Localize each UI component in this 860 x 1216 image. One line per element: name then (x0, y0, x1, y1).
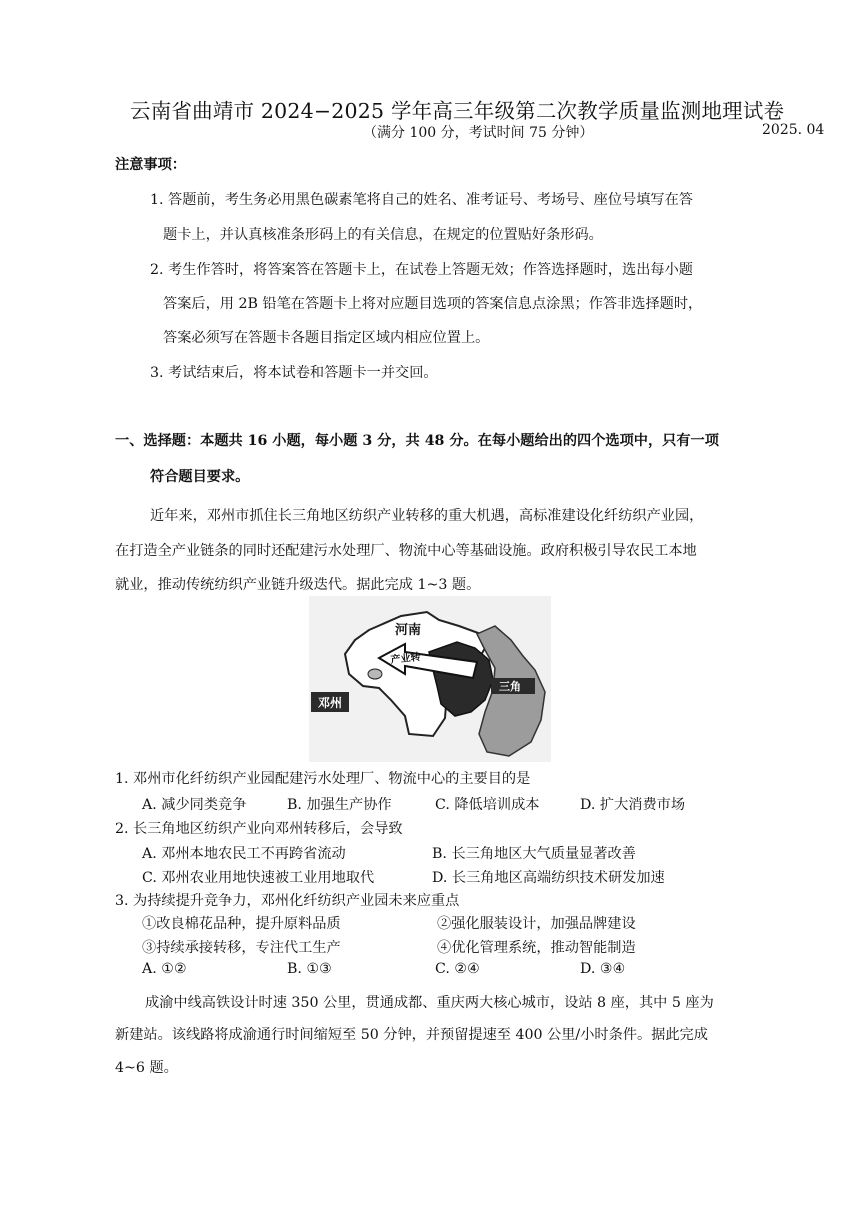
passage-line: 4~6 题。 (115, 1060, 178, 1076)
passage-line: 就业，推动传统纺织产业链升级迭代。据此完成 1~3 题。 (115, 577, 481, 593)
section-heading: 一、选择题：本题共 16 小题，每小题 3 分，共 48 分。在每小题给出的四个选项中，只有一项 (115, 433, 719, 449)
option-a: A. 减少同类竞争 (142, 797, 247, 813)
statement: ④优化管理系统，推动智能制造 (437, 940, 636, 956)
option-d: D. ③④ (580, 961, 626, 977)
option-d: D. 长三角地区高端纺织技术研发加速 (432, 870, 665, 886)
notice-item: 题卡上，并认真核准条形码上的有关信息，在规定的位置贴好条形码。 (163, 227, 603, 243)
passage-line: 在打造全产业链条的同时还配建污水处理厂、物流中心等基础设施。政府积极引导农民工本地 (115, 543, 697, 559)
exam-date: 2025. 04 (762, 122, 825, 138)
industry-transfer-map (309, 596, 551, 762)
label-industry-transfer: 产业转 (390, 651, 422, 666)
question-stem: 3. 为持续提升竞争力，邓州化纤纺织产业园未来应重点 (115, 893, 460, 909)
section-heading-cont: 符合题目要求。 (150, 469, 250, 485)
option-c: C. 降低培训成本 (435, 797, 540, 813)
notice-item: 3. 考试结束后，将本试卷和答题卡一并交回。 (150, 365, 438, 381)
option-a: A. ①② (142, 961, 187, 977)
question-stem: 1. 邓州市化纤纺织产业园配建污水处理厂、物流中心的主要目的是 (115, 771, 531, 787)
passage-line: 成渝中线高铁设计时速 350 公里，贯通成都、重庆两大核心城市，设站 8 座，其中 5 座为 (145, 995, 714, 1011)
notice-item: 1. 答题前，考生务必用黑色碳素笔将自己的姓名、准考证号、考场号、座位号填写在答 (150, 192, 693, 208)
notice-item: 答案必须写在答题卡各题目指定区域内相应位置上。 (163, 330, 490, 346)
option-b: B. 加强生产协作 (287, 797, 392, 813)
option-a: A. 邓州本地农民工不再跨省流动 (142, 846, 346, 862)
notice-heading: 注意事项： (115, 157, 186, 173)
option-c: C. 邓州农业用地快速被工业用地取代 (142, 870, 375, 886)
notice-item: 答案后，用 2B 铅笔在答题卡上将对应题目选项的答案信息点涂黑；作答非选择题时， (163, 296, 703, 312)
option-b: B. ①③ (287, 961, 332, 977)
notice-item: 2. 考生作答时，将答案答在答题卡上，在试卷上答题无效；作答选择题时，选出每小题 (150, 262, 693, 278)
label-henan: 河南 (395, 623, 422, 638)
exam-info: （满分 100 分，考试时间 75 分钟） (363, 125, 594, 141)
option-c: C. ②④ (435, 961, 480, 977)
option-d: D. 扩大消费市场 (580, 797, 686, 813)
passage-line: 新建站。该线路将成渝通行时间缩短至 50 分钟，并预留提速至 400 公里/小时条件。据此完成 (115, 1027, 708, 1043)
option-b: B. 长三角地区大气质量显著改善 (432, 846, 636, 862)
label-dengzhou: 邓州 (317, 696, 343, 710)
statement: ①改良棉花品种，提升原料品质 (142, 916, 341, 932)
passage-line: 近年来，邓州市抓住长三角地区纺织产业转移的重大机遇，高标准建设化纤纺织产业园， (150, 508, 704, 524)
dengzhou-location (368, 669, 382, 679)
statement: ②强化服装设计，加强品牌建设 (437, 916, 636, 932)
label-yrd: 三角 (499, 680, 521, 693)
question-stem: 2. 长三角地区纺织产业向邓州转移后，会导致 (115, 821, 403, 837)
page-title: 云南省曲靖市 2024−2025 学年高三年级第二次教学质量监测地理试卷 (130, 99, 785, 123)
statement: ③持续承接转移，专注代工生产 (142, 940, 341, 956)
